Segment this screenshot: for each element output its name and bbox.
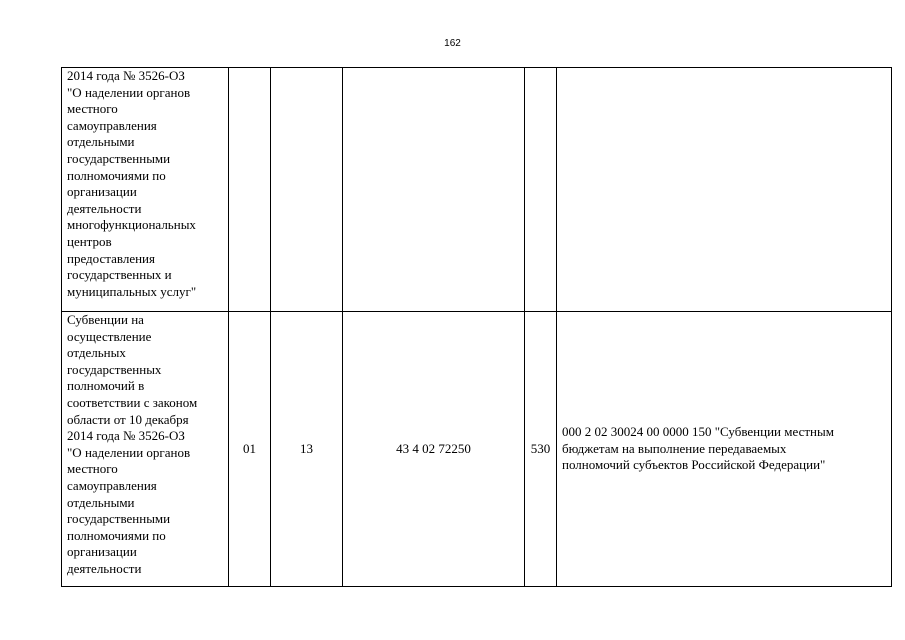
budget-table (61, 67, 892, 587)
subsection-cell: 13 (271, 312, 343, 587)
section-cell: 01 (229, 312, 271, 587)
target-article-cell (343, 68, 525, 312)
subsection-cell (271, 68, 343, 312)
page-number: 162 (444, 38, 461, 49)
row-name-cell: Субвенции на осуществление отдельных государственных полномочий в соответствии с законом области от 10 декабря 2014 года № 3526-ОЗ "О наделении органов местного самоуправления отдельными государственными полномочиями по организации деятельности (62, 312, 229, 587)
expense-type-cell (525, 68, 557, 312)
expense-type-cell: 530 (525, 312, 557, 587)
revenue-source-cell (557, 68, 892, 312)
row-name-cell: 2014 года № 3526-ОЗ "О наделении органов местного самоуправления отдельными государственными полномочиями по организации деятельности многофункциональных центров предоставления государственных и муниципальных услуг" (62, 68, 229, 312)
section-cell (229, 68, 271, 312)
table-row (62, 68, 892, 312)
table-row (62, 312, 892, 587)
target-article-cell: 43 4 02 72250 (343, 312, 525, 587)
revenue-source-cell: 000 2 02 30024 00 0000 150 "Субвенции местным бюджетам на выполнение передаваемых полномочий субъектов Российской Федерации" (557, 312, 892, 587)
